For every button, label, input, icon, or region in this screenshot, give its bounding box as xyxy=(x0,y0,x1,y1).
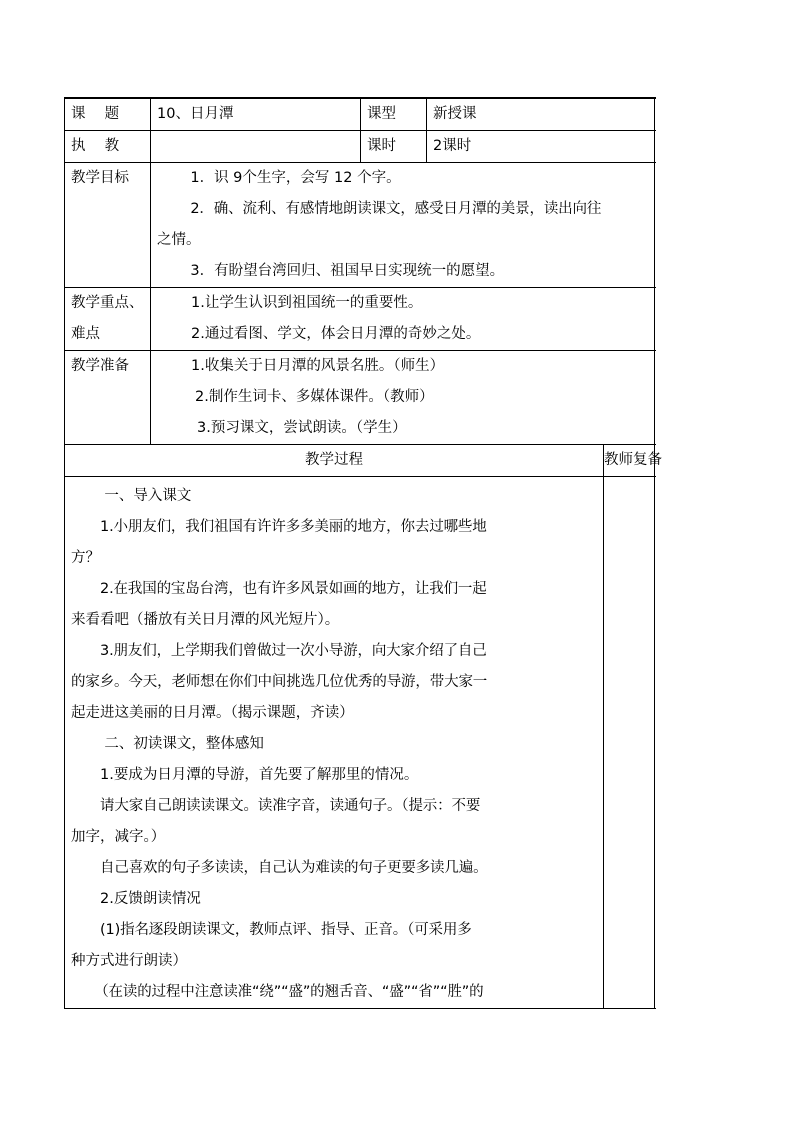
hours-label-cell xyxy=(361,131,427,163)
process-line: 2.反馈朗读情况 xyxy=(100,891,201,907)
process-line: 一、导入课文 xyxy=(104,488,192,504)
preparation-label: 教学准备 xyxy=(71,358,129,374)
goal-item: 之情。 xyxy=(157,232,201,248)
process-line: 请大家自己朗读读课文。读准字音，读通句子。（提示：不要 xyxy=(100,798,481,814)
teacher-value xyxy=(157,131,354,162)
type-value: 新授课 xyxy=(433,106,477,122)
row-process-header xyxy=(65,445,655,477)
process-line: 二、初读课文，整体感知 xyxy=(104,736,264,752)
key-point-item: 2.通过看图、学文，体会日月潭的奇妙之处。 xyxy=(191,326,481,342)
preparation-item: 3.预习课文，尝试朗读。（学生） xyxy=(197,420,407,436)
goals-label: 教学目标 xyxy=(71,170,129,186)
process-line: 来看看吧（播放有关日月潭的风光短片）。 xyxy=(71,612,340,628)
key-points-label-2: 难点 xyxy=(71,326,100,342)
process-line: 起走进这美丽的日月潭。（揭示课题，齐读） xyxy=(71,705,354,721)
preparation-item: 2.制作生词卡、多媒体课件。（教师） xyxy=(195,389,434,405)
goal-item: 3．有盼望台湾回归、祖国早日实现统一的愿望。 xyxy=(190,263,505,279)
teacher-value-cell xyxy=(151,131,361,163)
row-teacher xyxy=(65,131,655,163)
row-goals xyxy=(65,163,655,288)
key-points-content-cell xyxy=(151,288,655,351)
row-topic xyxy=(65,98,655,131)
topic-label: 课 题 xyxy=(71,106,127,122)
teacher-label-cell xyxy=(65,131,151,163)
process-line: (1)指名逐段朗读课文，教师点评、指导、正音。（可采用多 xyxy=(100,922,472,938)
hours-label: 课时 xyxy=(367,138,396,154)
process-line: 种方式进行朗读） xyxy=(71,953,187,969)
goals-content-cell xyxy=(151,163,655,288)
review-content-cell xyxy=(604,477,655,1009)
type-label: 课型 xyxy=(367,106,396,122)
row-key-points xyxy=(65,288,655,351)
hours-value: 2课时 xyxy=(433,138,472,154)
preparation-content-cell xyxy=(151,351,655,445)
row-preparation xyxy=(65,351,655,445)
topic-label-cell xyxy=(65,98,151,131)
type-label-cell xyxy=(361,98,427,131)
lesson-plan-sheet xyxy=(64,97,662,1009)
lesson-plan-table xyxy=(64,97,662,1009)
goal-item: 1．识 9个生字，会写 12 个字。 xyxy=(190,170,401,186)
process-line: 加字，减字。） xyxy=(71,829,166,845)
process-line: 自己喜欢的句子多读读，自己认为难读的句子更要多读几遍。 xyxy=(100,860,488,876)
topic-value: 10、日月潭 xyxy=(157,106,234,122)
review-header: 教师复备 xyxy=(604,452,662,468)
process-content-cell xyxy=(65,477,604,1009)
goals-label-cell xyxy=(65,163,151,288)
process-header: 教学过程 xyxy=(305,452,363,468)
teacher-label: 执 教 xyxy=(71,138,127,154)
process-line: 的家乡。今天，老师想在你们中间挑选几位优秀的导游，带大家一 xyxy=(71,674,488,690)
row-process-body xyxy=(65,477,655,1009)
type-value-cell xyxy=(427,98,655,131)
hours-value-cell xyxy=(427,131,655,163)
topic-value-cell xyxy=(151,98,361,131)
process-line: 1.要成为日月潭的导游，首先要了解那里的情况。 xyxy=(100,767,419,783)
process-line: 方？ xyxy=(71,550,100,566)
process-line: （在读的过程中注意读准“绕”“盛”的翘舌音、“盛”“省”“胜”的 xyxy=(94,984,484,1000)
process-line: 3.朋友们，上学期我们曾做过一次小导游，向大家介绍了自己 xyxy=(100,643,487,659)
key-points-label-1: 教学重点、 xyxy=(71,295,144,311)
goal-item: 2．确、流利、有感情地朗读课文，感受日月潭的美景，读出向往 xyxy=(190,201,602,217)
key-point-item: 1.让学生认识到祖国统一的重要性。 xyxy=(191,295,423,311)
review-header-cell xyxy=(604,445,662,477)
key-points-label-cell xyxy=(65,288,151,351)
preparation-label-cell xyxy=(65,351,151,445)
process-line: 2.在我国的宝岛台湾，也有许多风景如画的地方，让我们一起 xyxy=(100,581,487,597)
preparation-item: 1.收集关于日月潭的风景名胜。（师生） xyxy=(191,358,445,374)
process-line: 1.小朋友们，我们祖国有许许多多美丽的地方，你去过哪些地 xyxy=(100,519,487,535)
process-header-cell xyxy=(65,445,604,477)
